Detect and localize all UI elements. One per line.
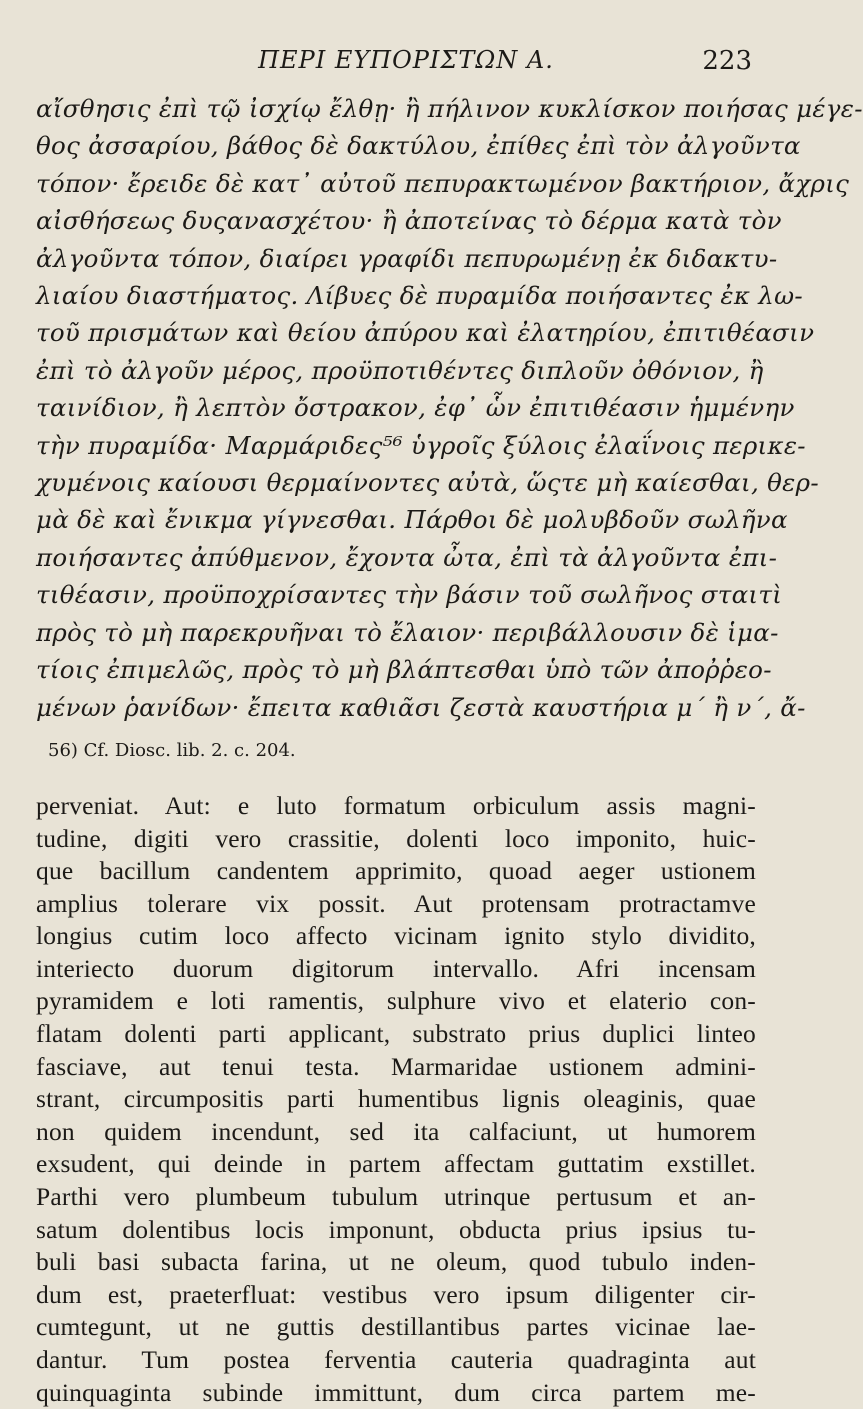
greek-line: τίοις ἐπιμελῶς, πρὸς τὸ μὴ βλάπτεσθαι ὑπὸ τῶν ἀποῤῥεο-	[36, 655, 772, 685]
latin-line: flatam dolenti parti applicant, substrato prius duplici linteo	[36, 1019, 756, 1049]
footnote: 56) Cf. Diosc. lib. 2. c. 204.	[48, 739, 296, 761]
latin-line: amplius tolerare vix possit. Aut protensam protractamve	[36, 888, 756, 918]
latin-line: tudine, digiti vero crassitie, dolenti loco imponito, huic-	[36, 823, 756, 853]
running-title: ΠΕΡΙ ΕΥΠΟΡΙΣΤΩΝ Α.	[258, 46, 554, 74]
greek-line: αἰσθήσεως δυςανασχέτου· ἢ ἀποτείνας τὸ δέρμα κατὰ τὸν	[36, 206, 782, 236]
latin-line: que bacillum candentem apprimito, quoad aeger ustionem	[36, 856, 756, 886]
latin-line: interiecto duorum digitorum intervallo. Afri incensam	[36, 953, 756, 983]
latin-line: satum dolentibus locis imponunt, obducta prius ipsius tu-	[36, 1214, 756, 1244]
running-head	[36, 40, 756, 90]
greek-line: λιαίου διαστήματος. Λίβυες δὲ πυραμίδα ποιήσαντες ἐκ λω-	[36, 281, 803, 311]
greek-line: πρὸς τὸ μὴ παρεκρυῆναι τὸ ἔλαιον· περιβάλλουσιν δὲ ἱμα-	[36, 617, 779, 647]
greek-line: τόπον· ἔρειδε δὲ κατ᾿ αὐτοῦ πεπυρακτωμένον βακτήριον, ἄχρις	[36, 168, 850, 198]
latin-line: pyramidem e loti ramentis, sulphure vivo et elaterio con-	[36, 986, 756, 1016]
greek-line: ποιήσαντες ἀπύθμενον, ἔχοντα ὦτα, ἐπὶ τὰ ἀλγοῦντα ἐπι-	[36, 542, 778, 572]
greek-line: χυμένοις καίουσι θερμαίνοντες αὐτὰ, ὥςτε μὴ καίεσθαι, θερ-	[36, 468, 819, 498]
latin-line: longius cutim loco affecto vicinam ignito stylo dividito,	[36, 921, 756, 951]
greek-line: τιθέασιν, προϋποχρίσαντες τὴν βάσιν τοῦ σωλῆνος σταιτὶ	[36, 580, 783, 610]
latin-line: cumtegunt, ut ne guttis destillantibus partes vicinae lae-	[36, 1312, 756, 1342]
latin-line: non quidem incendunt, sed ita calfaciunt, ut humorem	[36, 1116, 756, 1146]
greek-line: ταινίδιον, ἢ λεπτὸν ὄστρακον, ἐφ᾿ ὧν ἐπιτιθέασιν ἡμμένην	[36, 393, 795, 423]
latin-line: quinquaginta subinde immittunt, dum circa partem me-	[36, 1377, 756, 1407]
greek-text-block	[36, 90, 863, 726]
greek-line: μένων ῥανίδων· ἔπειτα καθιᾶσι ζεστὰ καυστήρια μ΄ ἢ ν΄, ἄ-	[36, 692, 806, 722]
greek-line: τὴν πυραμίδα· Μαρμάριδες⁵⁶ ὑγροῖς ξύλοις ἐλαΐνοις περικε-	[36, 430, 806, 460]
latin-line: strant, circumpositis parti humentibus lignis oleaginis, quae	[36, 1084, 756, 1114]
greek-line: ἐπὶ τὸ ἀλγοῦν μέρος, προϋποτιθέντες διπλοῦν ὀθόνιον, ἢ	[36, 355, 764, 385]
latin-line: dantur. Tum postea ferventia cauteria quadraginta aut	[36, 1345, 756, 1374]
latin-line: fasciave, aut tenui testa. Marmaridae ustionem admini-	[36, 1051, 756, 1081]
greek-line: τοῦ πρισμάτων καὶ θείου ἀπύρου καὶ ἐλατηρίου, ἐπιτιθέασιν	[36, 318, 815, 348]
latin-line: perveniat. Aut: e luto formatum orbiculum assis magni-	[36, 790, 756, 820]
latin-line: buli basi subacta farina, ut ne oleum, quod tubulo inden-	[36, 1247, 756, 1277]
latin-line: dum est, praeterfluat: vestibus vero ipsum diligenter cir-	[36, 1279, 756, 1309]
latin-line: Parthi vero plumbeum tubulum utrinque pertusum et an-	[36, 1182, 756, 1212]
greek-line: μὰ δὲ καὶ ἔνικμα γίγνεσθαι. Πάρθοι δὲ μολυβδοῦν σωλῆνα	[36, 505, 788, 535]
greek-line: ἀλγοῦντα τόπον, διαίρει γραφίδι πεπυρωμένῃ ἐκ διδακτυ-	[36, 243, 778, 273]
greek-line: θος ἀσσαρίου, βάθος δὲ δακτύλου, ἐπίθες ἐπὶ τὸν ἀλγοῦντα	[36, 131, 801, 161]
greek-line: αἴσθησις ἐπὶ τῷ ἰσχίῳ ἔλθῃ· ἢ πήλινον κυκλίσκον ποιήσας μέγε-	[36, 94, 863, 123]
page-number: 223	[702, 46, 752, 76]
latin-line: exsudent, qui deinde in partem affectam guttatim exstillet.	[36, 1149, 756, 1179]
latin-text-block	[36, 790, 756, 1409]
